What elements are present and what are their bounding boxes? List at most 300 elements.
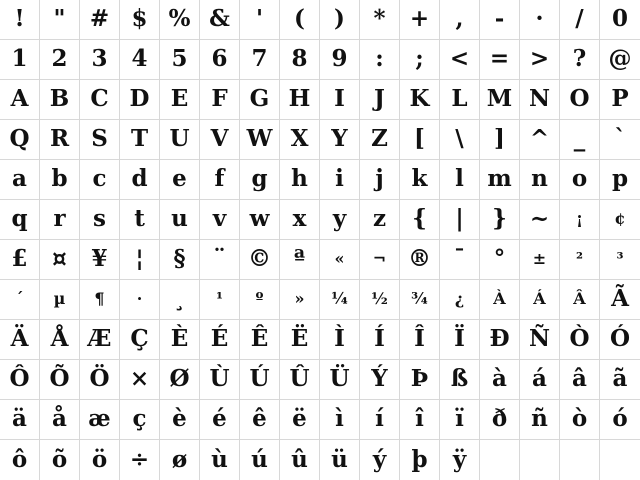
glyph-character: t <box>134 205 145 232</box>
glyph-character: A <box>10 85 29 112</box>
glyph-cell[interactable] <box>40 200 80 240</box>
glyph-cell[interactable] <box>400 40 440 80</box>
glyph-cell[interactable] <box>520 360 560 400</box>
glyph-cell[interactable] <box>400 360 440 400</box>
glyph-cell[interactable] <box>40 280 80 320</box>
glyph-cell[interactable] <box>80 200 120 240</box>
glyph-cell[interactable] <box>0 160 40 200</box>
glyph-character: ô <box>11 445 28 473</box>
glyph-cell[interactable] <box>0 440 40 480</box>
glyph-character: Ã <box>611 285 629 312</box>
glyph-cell[interactable] <box>160 200 200 240</box>
glyph-cell[interactable] <box>320 440 360 480</box>
glyph-cell[interactable] <box>480 80 520 120</box>
glyph-cell[interactable] <box>0 120 40 160</box>
glyph-character: - <box>494 5 505 32</box>
glyph-cell[interactable] <box>480 0 520 40</box>
glyph-character: \ <box>455 125 464 152</box>
glyph-cell[interactable] <box>80 160 120 200</box>
glyph-cell[interactable] <box>440 40 480 80</box>
glyph-cell[interactable] <box>160 320 200 360</box>
glyph-cell[interactable] <box>400 320 440 360</box>
glyph-character: É <box>210 325 229 352</box>
glyph-character: ø <box>171 445 188 473</box>
glyph-cell[interactable] <box>280 440 320 480</box>
glyph-character: 7 <box>251 45 268 72</box>
glyph-character: Þ <box>410 365 429 392</box>
glyph-cell[interactable] <box>520 440 560 480</box>
glyph-cell[interactable] <box>80 240 120 280</box>
glyph-cell[interactable] <box>120 320 160 360</box>
glyph-cell[interactable] <box>40 160 80 200</box>
glyph-cell[interactable] <box>0 320 40 360</box>
glyph-character: ¯ <box>453 245 466 272</box>
glyph-cell[interactable] <box>280 400 320 440</box>
glyph-character: ª <box>293 245 306 272</box>
glyph-character: ¤ <box>52 245 67 272</box>
glyph-character: ¡ <box>575 208 584 228</box>
glyph-cell[interactable] <box>440 160 480 200</box>
glyph-character: ã <box>612 365 628 392</box>
glyph-character: Â <box>573 288 586 308</box>
glyph-character: e <box>172 165 187 192</box>
glyph-character: ñ <box>531 405 548 432</box>
glyph-cell[interactable] <box>440 320 480 360</box>
glyph-cell[interactable] <box>0 400 40 440</box>
glyph-cell[interactable] <box>120 160 160 200</box>
glyph-cell[interactable] <box>120 0 160 40</box>
glyph-cell[interactable] <box>160 160 200 200</box>
glyph-character: ÿ <box>452 445 467 473</box>
glyph-character: r <box>53 205 66 232</box>
glyph-cell[interactable] <box>520 120 560 160</box>
glyph-character: l <box>455 165 464 192</box>
glyph-cell[interactable] <box>0 360 40 400</box>
glyph-cell[interactable] <box>480 240 520 280</box>
glyph-character: Ð <box>489 325 510 352</box>
glyph-cell[interactable] <box>360 0 400 40</box>
glyph-character: ÷ <box>129 445 150 473</box>
glyph-cell[interactable] <box>160 440 200 480</box>
glyph-cell[interactable] <box>360 440 400 480</box>
glyph-cell[interactable] <box>360 80 400 120</box>
glyph-cell[interactable] <box>480 320 520 360</box>
glyph-cell[interactable] <box>560 440 600 480</box>
glyph-character: ¶ <box>94 288 105 308</box>
glyph-character: ï <box>455 405 464 432</box>
glyph-cell[interactable] <box>80 280 120 320</box>
glyph-cell[interactable] <box>40 440 80 480</box>
glyph-cell[interactable] <box>600 400 640 440</box>
glyph-character: d <box>131 165 148 192</box>
glyph-cell[interactable] <box>600 440 640 480</box>
glyph-character: f <box>214 165 225 192</box>
glyph-cell[interactable] <box>160 360 200 400</box>
glyph-character: z <box>372 205 387 232</box>
glyph-character: Ä <box>10 325 29 352</box>
glyph-cell[interactable] <box>40 120 80 160</box>
glyph-cell[interactable] <box>0 240 40 280</box>
glyph-cell[interactable] <box>120 280 160 320</box>
glyph-cell[interactable] <box>240 360 280 400</box>
glyph-cell[interactable] <box>400 240 440 280</box>
glyph-cell[interactable] <box>360 120 400 160</box>
glyph-character: £ <box>11 245 28 272</box>
glyph-character: ß <box>450 365 469 392</box>
glyph-cell[interactable] <box>440 240 480 280</box>
glyph-cell[interactable] <box>440 200 480 240</box>
glyph-cell[interactable] <box>240 160 280 200</box>
glyph-cell[interactable] <box>440 120 480 160</box>
glyph-cell[interactable] <box>240 200 280 240</box>
glyph-cell[interactable] <box>320 280 360 320</box>
glyph-cell[interactable] <box>160 240 200 280</box>
glyph-cell[interactable] <box>120 200 160 240</box>
glyph-cell[interactable] <box>160 400 200 440</box>
glyph-cell[interactable] <box>320 40 360 80</box>
glyph-cell[interactable] <box>600 120 640 160</box>
glyph-cell[interactable] <box>240 240 280 280</box>
glyph-character: 4 <box>131 45 148 72</box>
glyph-character: | <box>455 205 464 232</box>
glyph-character: " <box>53 5 66 32</box>
glyph-cell[interactable] <box>480 40 520 80</box>
glyph-character: ù <box>211 445 228 473</box>
glyph-cell[interactable] <box>200 160 240 200</box>
glyph-cell[interactable] <box>360 240 400 280</box>
glyph-cell[interactable] <box>40 400 80 440</box>
glyph-character: # <box>89 5 110 32</box>
glyph-cell[interactable] <box>560 360 600 400</box>
glyph-cell[interactable] <box>200 440 240 480</box>
glyph-cell[interactable] <box>480 200 520 240</box>
glyph-cell[interactable] <box>560 320 600 360</box>
glyph-cell[interactable] <box>240 440 280 480</box>
glyph-cell[interactable] <box>160 0 200 40</box>
glyph-cell[interactable] <box>520 0 560 40</box>
glyph-cell[interactable] <box>0 280 40 320</box>
glyph-cell[interactable] <box>320 320 360 360</box>
glyph-character: ` <box>614 125 626 152</box>
glyph-cell[interactable] <box>560 280 600 320</box>
glyph-character: 1 <box>11 45 28 72</box>
glyph-character: Ë <box>290 325 309 352</box>
glyph-character: i <box>335 165 344 192</box>
glyph-character: Ù <box>209 365 230 392</box>
glyph-cell[interactable] <box>280 40 320 80</box>
glyph-cell[interactable] <box>480 400 520 440</box>
glyph-cell[interactable] <box>200 0 240 40</box>
glyph-character: û <box>291 445 308 473</box>
glyph-character: p <box>611 165 629 192</box>
glyph-character: o <box>571 165 588 192</box>
glyph-cell[interactable] <box>560 40 600 80</box>
glyph-character: b <box>51 165 68 192</box>
glyph-cell[interactable] <box>400 120 440 160</box>
glyph-cell[interactable] <box>520 320 560 360</box>
glyph-cell[interactable] <box>560 160 600 200</box>
glyph-cell[interactable] <box>360 200 400 240</box>
glyph-cell[interactable] <box>560 0 600 40</box>
glyph-cell[interactable] <box>0 80 40 120</box>
glyph-cell[interactable] <box>480 120 520 160</box>
glyph-cell[interactable] <box>480 440 520 480</box>
glyph-cell[interactable] <box>600 200 640 240</box>
glyph-cell[interactable] <box>360 160 400 200</box>
glyph-character: Æ <box>87 325 112 352</box>
glyph-cell[interactable] <box>280 240 320 280</box>
glyph-cell[interactable] <box>240 280 280 320</box>
glyph-cell[interactable] <box>240 80 280 120</box>
glyph-cell[interactable] <box>200 360 240 400</box>
glyph-cell[interactable] <box>120 240 160 280</box>
glyph-character: ó <box>612 405 628 432</box>
glyph-cell[interactable] <box>120 40 160 80</box>
glyph-cell[interactable] <box>0 200 40 240</box>
glyph-cell[interactable] <box>320 200 360 240</box>
glyph-cell[interactable] <box>120 440 160 480</box>
glyph-character: E <box>170 85 189 112</box>
glyph-cell[interactable] <box>120 80 160 120</box>
glyph-cell[interactable] <box>40 40 80 80</box>
glyph-cell[interactable] <box>40 80 80 120</box>
glyph-character: H <box>288 85 311 112</box>
glyph-character: Ö <box>89 365 110 392</box>
glyph-cell[interactable] <box>360 280 400 320</box>
glyph-character: © <box>248 245 271 272</box>
glyph-character: ° <box>493 245 506 272</box>
glyph-cell[interactable] <box>240 400 280 440</box>
glyph-cell[interactable] <box>320 400 360 440</box>
glyph-cell[interactable] <box>120 360 160 400</box>
glyph-cell[interactable] <box>0 0 40 40</box>
glyph-cell[interactable] <box>80 400 120 440</box>
glyph-character: Î <box>414 325 425 352</box>
glyph-cell[interactable] <box>200 280 240 320</box>
glyph-cell[interactable] <box>440 280 480 320</box>
glyph-character: Ì <box>334 325 345 352</box>
glyph-character: } <box>492 205 507 232</box>
glyph-cell[interactable] <box>560 200 600 240</box>
glyph-character: õ <box>51 445 68 473</box>
glyph-cell[interactable] <box>280 80 320 120</box>
glyph-cell[interactable] <box>280 0 320 40</box>
glyph-cell[interactable] <box>520 40 560 80</box>
glyph-character: ( <box>294 5 305 32</box>
glyph-cell[interactable] <box>40 360 80 400</box>
glyph-character: = <box>489 45 510 72</box>
glyph-character: I <box>334 85 345 112</box>
glyph-cell[interactable] <box>320 80 360 120</box>
glyph-cell[interactable] <box>200 120 240 160</box>
glyph-cell[interactable] <box>160 40 200 80</box>
glyph-character: k <box>411 165 428 192</box>
glyph-cell[interactable] <box>240 0 280 40</box>
glyph-character: 3 <box>91 45 108 72</box>
glyph-character: ½ <box>371 288 388 308</box>
glyph-cell[interactable] <box>600 80 640 120</box>
glyph-cell[interactable] <box>440 80 480 120</box>
glyph-character: { <box>412 205 427 232</box>
glyph-cell[interactable] <box>320 120 360 160</box>
glyph-character: § <box>173 245 186 272</box>
glyph-cell[interactable] <box>520 160 560 200</box>
glyph-cell[interactable] <box>320 240 360 280</box>
glyph-character: µ <box>53 288 66 308</box>
glyph-cell[interactable] <box>600 40 640 80</box>
glyph-cell[interactable] <box>480 360 520 400</box>
glyph-cell[interactable] <box>440 360 480 400</box>
glyph-character: ð <box>491 405 508 432</box>
glyph-cell[interactable] <box>40 0 80 40</box>
glyph-cell[interactable] <box>160 280 200 320</box>
glyph-cell[interactable] <box>400 0 440 40</box>
glyph-cell[interactable] <box>520 280 560 320</box>
glyph-character: G <box>249 85 270 112</box>
glyph-cell[interactable] <box>400 160 440 200</box>
glyph-cell[interactable] <box>160 120 200 160</box>
glyph-cell[interactable] <box>40 240 80 280</box>
glyph-cell[interactable] <box>600 320 640 360</box>
glyph-character: ¹ <box>215 288 223 308</box>
glyph-cell[interactable] <box>600 0 640 40</box>
glyph-cell[interactable] <box>120 400 160 440</box>
glyph-character: Y <box>331 125 348 152</box>
glyph-character: @ <box>608 45 632 72</box>
glyph-cell[interactable] <box>280 120 320 160</box>
glyph-cell[interactable] <box>240 120 280 160</box>
glyph-character: å <box>52 405 67 432</box>
glyph-cell[interactable] <box>480 160 520 200</box>
glyph-cell[interactable] <box>440 400 480 440</box>
glyph-cell[interactable] <box>520 400 560 440</box>
glyph-cell[interactable] <box>80 440 120 480</box>
glyph-cell[interactable] <box>360 360 400 400</box>
glyph-cell[interactable] <box>400 200 440 240</box>
glyph-character: ³ <box>616 248 624 268</box>
glyph-cell[interactable] <box>400 440 440 480</box>
glyph-cell[interactable] <box>480 280 520 320</box>
glyph-cell[interactable] <box>520 200 560 240</box>
glyph-character: 2 <box>51 45 68 72</box>
glyph-character: _ <box>573 125 586 152</box>
glyph-cell[interactable] <box>440 440 480 480</box>
glyph-cell[interactable] <box>80 0 120 40</box>
glyph-cell[interactable] <box>600 160 640 200</box>
glyph-cell[interactable] <box>80 120 120 160</box>
glyph-cell[interactable] <box>200 80 240 120</box>
glyph-cell[interactable] <box>80 40 120 80</box>
glyph-cell[interactable] <box>280 280 320 320</box>
glyph-cell[interactable] <box>400 80 440 120</box>
glyph-character: ¸ <box>173 285 186 312</box>
glyph-cell[interactable] <box>360 320 400 360</box>
glyph-cell[interactable] <box>280 320 320 360</box>
glyph-cell[interactable] <box>200 400 240 440</box>
glyph-cell[interactable] <box>320 0 360 40</box>
glyph-character: m <box>487 165 512 192</box>
glyph-cell[interactable] <box>0 40 40 80</box>
glyph-character: ² <box>575 248 583 268</box>
glyph-cell[interactable] <box>160 80 200 120</box>
glyph-character: Í <box>374 325 385 352</box>
glyph-character: U <box>169 125 190 152</box>
glyph-character: ® <box>408 245 431 272</box>
glyph-cell[interactable] <box>280 160 320 200</box>
glyph-character: Ú <box>249 365 270 392</box>
glyph-character: Ô <box>9 365 30 392</box>
glyph-cell[interactable] <box>320 360 360 400</box>
glyph-character: ? <box>572 45 587 72</box>
glyph-character: u <box>171 205 188 232</box>
glyph-cell[interactable] <box>200 40 240 80</box>
glyph-cell[interactable] <box>200 200 240 240</box>
glyph-character: Õ <box>49 365 70 392</box>
glyph-cell[interactable] <box>400 280 440 320</box>
glyph-cell[interactable] <box>40 320 80 360</box>
glyph-character: ¦ <box>135 245 144 272</box>
glyph-cell[interactable] <box>520 80 560 120</box>
glyph-cell[interactable] <box>560 240 600 280</box>
glyph-character: c <box>92 165 107 192</box>
glyph-cell[interactable] <box>560 400 600 440</box>
glyph-character: J <box>374 85 385 112</box>
glyph-character: ± <box>532 248 547 268</box>
glyph-cell[interactable] <box>240 40 280 80</box>
glyph-character: : <box>375 45 384 72</box>
glyph-cell[interactable] <box>360 400 400 440</box>
glyph-cell[interactable] <box>80 80 120 120</box>
glyph-character: ú <box>251 445 268 473</box>
glyph-cell[interactable] <box>560 80 600 120</box>
glyph-character: s <box>93 205 106 232</box>
glyph-cell[interactable] <box>440 0 480 40</box>
glyph-cell[interactable] <box>80 360 120 400</box>
glyph-character: + <box>409 5 430 32</box>
glyph-cell[interactable] <box>200 240 240 280</box>
glyph-character: Ê <box>250 325 269 352</box>
glyph-character: ) <box>334 5 345 32</box>
glyph-cell[interactable] <box>600 240 640 280</box>
glyph-character: ¥ <box>91 245 108 272</box>
glyph-character: , <box>455 5 464 32</box>
glyph-cell[interactable] <box>600 280 640 320</box>
glyph-cell[interactable] <box>280 360 320 400</box>
glyph-character: ' <box>255 5 264 32</box>
glyph-cell[interactable] <box>400 400 440 440</box>
glyph-character: » <box>294 288 305 308</box>
glyph-cell[interactable] <box>360 40 400 80</box>
glyph-cell[interactable] <box>80 320 120 360</box>
glyph-character: Å <box>50 325 69 352</box>
glyph-cell[interactable] <box>120 120 160 160</box>
glyph-character: º <box>255 288 264 308</box>
glyph-cell[interactable] <box>320 160 360 200</box>
glyph-character: Q <box>9 125 30 152</box>
glyph-cell[interactable] <box>520 240 560 280</box>
glyph-cell[interactable] <box>200 320 240 360</box>
glyph-cell[interactable] <box>240 320 280 360</box>
glyph-cell[interactable] <box>280 200 320 240</box>
glyph-cell[interactable] <box>600 360 640 400</box>
glyph-character: y <box>332 205 347 232</box>
glyph-character: ¢ <box>614 208 626 228</box>
glyph-cell[interactable] <box>560 120 600 160</box>
glyph-character: í <box>375 405 384 432</box>
glyph-character: M <box>486 85 513 112</box>
glyph-character: N <box>528 85 551 112</box>
glyph-character: % <box>168 5 191 32</box>
